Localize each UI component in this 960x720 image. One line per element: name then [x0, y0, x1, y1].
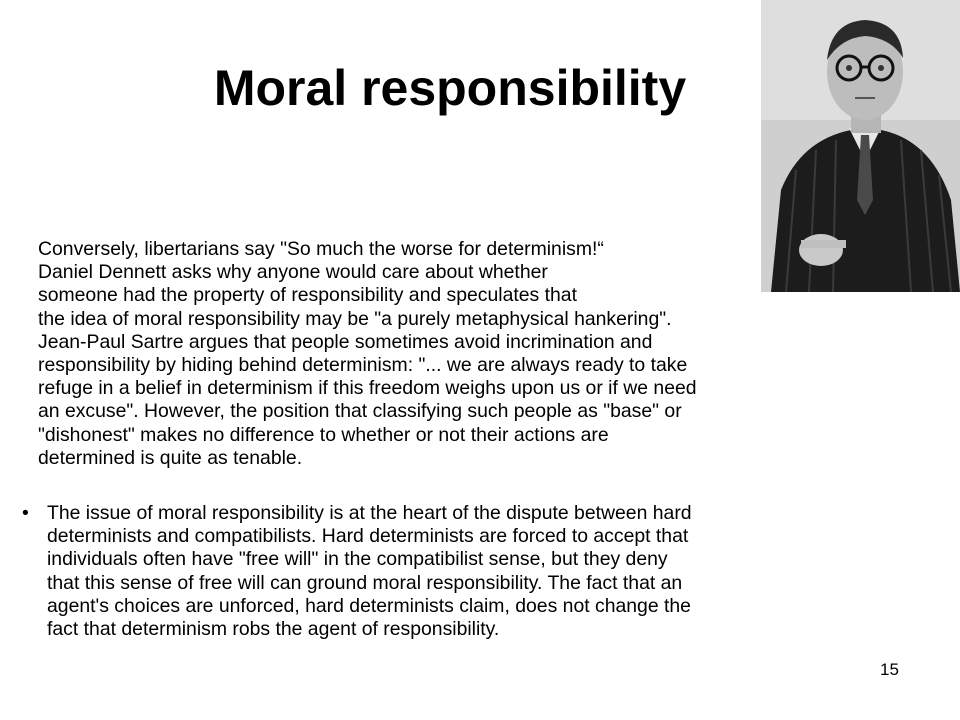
bullet-text [47, 502, 692, 641]
bullet-marker: • [22, 502, 29, 524]
paragraph-line: Daniel Dennett asks why anyone would care about whether [38, 261, 548, 284]
paragraph-line: responsibility by hiding behind determinism: "... we are always ready to take [38, 354, 688, 377]
bullet-line: determinists and compatibilists. Hard determinists are forced to accept that [47, 525, 689, 548]
paragraph-line: "dishonest" makes no difference to whether or not their actions are [38, 423, 609, 446]
portrait-photo-icon [761, 0, 960, 292]
paragraph-line: someone had the property of responsibility and speculates that [38, 284, 577, 307]
bullet-line: that this sense of free will can ground moral responsibility. The fact that an [47, 571, 683, 594]
main-paragraph [38, 238, 697, 470]
bullet-line: fact that determinism robs the agent of responsibility. [47, 618, 500, 641]
bullet-line: individuals often have "free will" in the compatibilist sense, but they deny [47, 548, 668, 571]
page-number: 15 [880, 660, 899, 679]
bullet-line: agent's choices are unforced, hard determinists claim, does not change the [47, 594, 691, 617]
paragraph-line: Conversely, libertarians say "So much the worse for determinism!“ [38, 238, 604, 260]
slide-title: Moral responsibility [213, 60, 687, 116]
paragraph-line: refuge in a belief in determinism if this freedom weighs upon us or if we need [38, 377, 697, 400]
paragraph-line: an excuse". However, the position that classifying such people as "base" or [38, 400, 682, 423]
paragraph-line: the idea of moral responsibility may be "a purely metaphysical hankering". [38, 307, 672, 330]
paragraph-line: Jean-Paul Sartre argues that people sometimes avoid incrimination and [38, 330, 653, 353]
bullet-line: The issue of moral responsibility is at the heart of the dispute between hard [47, 502, 692, 524]
paragraph-line: determined is quite as tenable. [38, 446, 303, 469]
